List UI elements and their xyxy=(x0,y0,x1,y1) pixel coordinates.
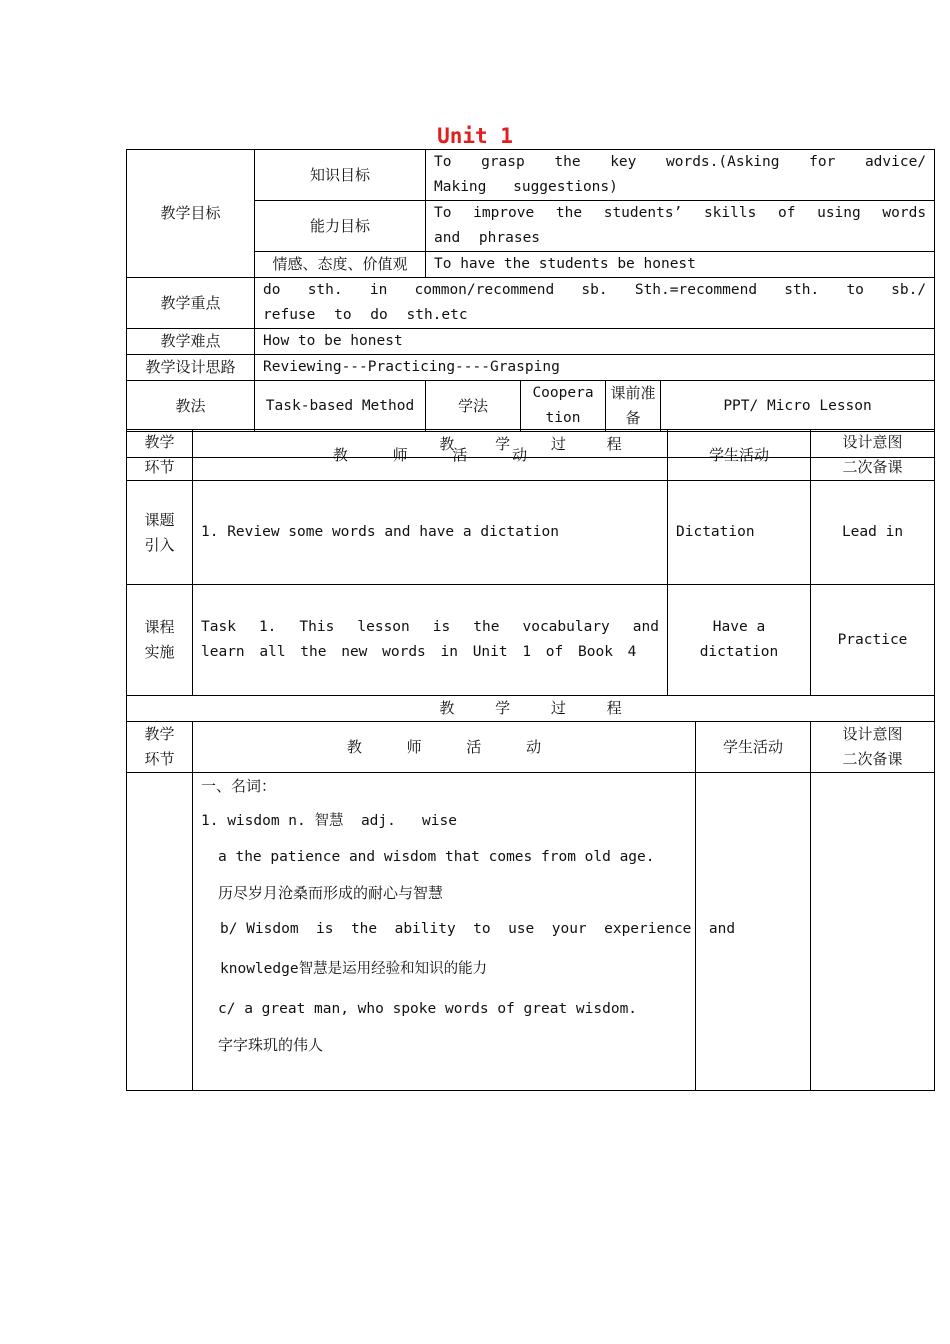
emotion-label: 情感、态度、价值观 xyxy=(255,252,426,278)
stage-header: 教学环节 xyxy=(127,722,193,773)
table-row xyxy=(127,481,935,585)
intent-cell xyxy=(811,773,935,1091)
stage-cell: 课题引入 xyxy=(127,481,193,585)
objectives-table xyxy=(126,149,935,458)
teacher-activity-header: 教 师 活 动 xyxy=(193,430,668,481)
process-table-1 xyxy=(126,429,935,722)
table-row xyxy=(127,773,935,1091)
learning-method-value: Cooperation xyxy=(521,381,606,432)
intent-header: 设计意图二次备课 xyxy=(811,722,935,773)
student-activity-cell: Have a dictation xyxy=(668,585,811,696)
design-label: 教学设计思路 xyxy=(127,355,255,381)
difficulties-text: How to be honest xyxy=(255,329,935,355)
intent-cell: Practice xyxy=(811,585,935,696)
difficulties-label: 教学难点 xyxy=(127,329,255,355)
vocab-heading: 一、名词： xyxy=(201,777,277,795)
vocab-line: a the patience and wisdom that comes from old age. xyxy=(218,849,655,865)
document-title: Unit 1 xyxy=(437,124,513,148)
ability-label: 能力目标 xyxy=(255,201,426,252)
key-points-text: do sth. in common/recommend sb. Sth.=recommend sth. to sb./ refuse to do sth.etc xyxy=(255,278,935,329)
intent-cell: Lead in xyxy=(811,481,935,585)
ability-text: To improve the students’ skills of using words and phrases xyxy=(426,201,935,252)
teaching-method-label: 教法 xyxy=(127,381,255,432)
vocab-line: b/ Wisdom is the ability to use your experience and xyxy=(220,921,736,937)
intent-header: 设计意图二次备课 xyxy=(811,430,935,481)
emotion-text: To have the students be honest xyxy=(426,252,935,278)
stage-cell: 课程实施 xyxy=(127,585,193,696)
vocab-line: 历尽岁月沧桑而形成的耐心与智慧 xyxy=(218,884,444,902)
teacher-activity-cell: 1. Review some words and have a dictation xyxy=(193,481,668,585)
key-points-label: 教学重点 xyxy=(127,278,255,329)
table-row xyxy=(127,585,935,696)
preparation-value: PPT/ Micro Lesson xyxy=(661,381,935,432)
design-text: Reviewing---Practicing----Grasping xyxy=(255,355,935,381)
vocab-line: knowledge智慧是运用经验和知识的能力 xyxy=(220,961,488,977)
teacher-activity-cell: Task 1. This lesson is the vocabulary and learn all the new words in Unit 1 of Book 4 xyxy=(193,585,668,696)
preparation-label: 课前准备 xyxy=(606,381,661,432)
vocab-line: 1. wisdom n. 智慧 adj. wise xyxy=(201,813,457,829)
stage-header: 教学环节 xyxy=(127,430,193,481)
process-header: 教 学 过 程 xyxy=(127,432,935,458)
objectives-label: 教学目标 xyxy=(127,150,255,278)
process-header-2: 教 学 过 程 xyxy=(127,696,935,722)
teacher-activity-header: 教 师 活 动 xyxy=(193,722,696,773)
vocab-line: 字字珠玑的伟人 xyxy=(218,1036,324,1054)
student-activity-header: 学生活动 xyxy=(696,722,811,773)
knowledge-text: To grasp the key words.(Asking for advice/ Making suggestions) xyxy=(426,150,935,201)
vocab-content xyxy=(193,773,736,1091)
learning-method-label: 学法 xyxy=(426,381,521,432)
student-activity-header: 学生活动 xyxy=(668,430,811,481)
student-activity-cell: Dictation xyxy=(668,481,811,585)
knowledge-label: 知识目标 xyxy=(255,150,426,201)
vocab-line: c/ a great man, who spoke words of great wisdom. xyxy=(218,1001,638,1017)
teaching-method-value: Task-based Method xyxy=(255,381,426,432)
process-table-2 xyxy=(126,721,935,1091)
stage-cell xyxy=(127,773,193,1091)
